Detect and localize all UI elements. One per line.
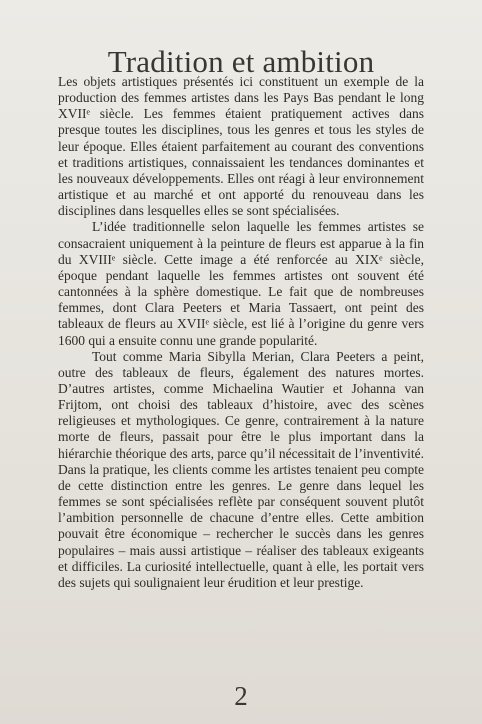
page-title: Tradition et ambition [107,43,375,79]
page-number: 2 [234,681,248,711]
paragraph-3: Tout comme Maria Sibylla Merian, Clara Peeters a peint, outre des tableaux de fleurs, également des natures mortes. D’autres artistes, comme Michaelina Wautier et Johanna van Frijtom, ont choisi des tableaux d’histoire, avec des scènes religieuses et mythologiques. Ce genre, contrairement à la nature morte de fleurs, passait pour être le plus important dans la hiérarchie théorique des arts, parce qu’il nécessitait de l’inventivité. Dans la pratique, les clients comme les artistes tenaient peu compte de cette distinction entre les genres. Le genre dans lequel les femmes se sont spécialisées reflète par conséquent souvent plutôt l’ambition personnelle de chacune d’entre elles. Cette ambition pouvait être économique – rechercher le succès dans les genres populaires – mais aussi artistique – réaliser des tableaux exigeants et difficiles. La curiosité intellectuelle, quant à elle, les portait vers des sujets qui soulignaient leur érudition et leur prestige. [58,348,424,590]
paragraph-2: L’idée traditionnelle selon laquelle les femmes artistes se consacraient uniquement à la peinture de fleurs est apparue à la fin du XVIIIᵉ siècle. Cette image a été renforcée au XIXᵉ siècle, époque pendant laquelle les femmes artistes ont souvent été cantonnées à la sphère domestique. Le fait que de nombreuses femmes, dont Clara Peeters et Maria Tassaert, ont peint des tableaux de fleurs au XVIIᵉ siècle, est lié à l’origine du genre vers 1600 qui a ensuite connu une grande popularité. [58,219,424,348]
body-text [58,74,424,591]
paragraph-1: Les objets artistiques présentés ici constituent un exemple de la production des femmes artistes dans les Pays Bas pendant le long XVIIᵉ siècle. Les femmes étaient pratiquement actives dans presque toutes les disciplines, tous les genres et tous les styles de leur époque. Elles étaient parfaitement au courant des conventions et traditions artistiques, connaissaient les tendances dominantes et les nouveaux développements. Elles ont réagi à leur environnement artistique et au marché et ont apporté du renouveau dans les disciplines dans lesquelles elles se sont spécialisées. [58,74,424,219]
